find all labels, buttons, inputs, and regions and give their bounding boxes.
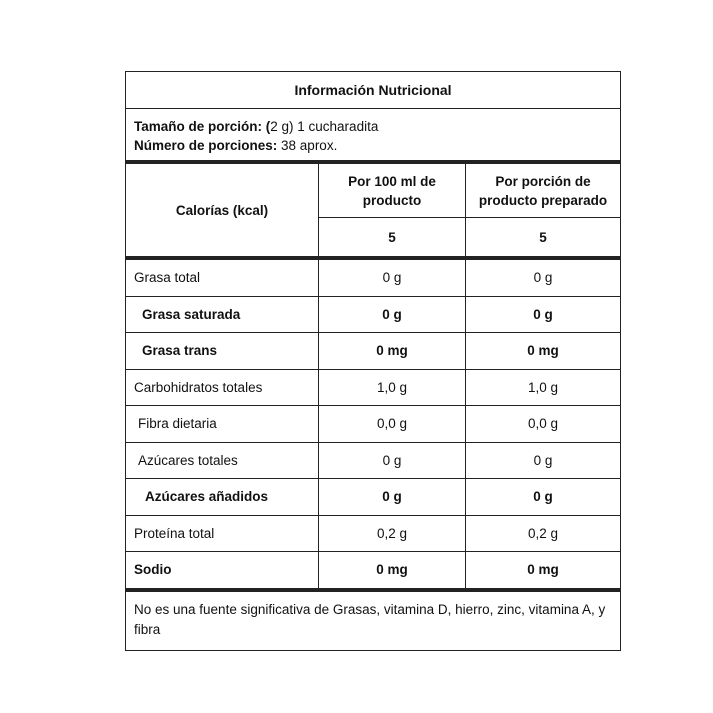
nutrient-value-per-portion: 0,2 g: [527, 525, 559, 541]
nutrient-value-per-portion: 0 mg: [527, 562, 559, 578]
serving-size-label: Tamaño de porción:: [134, 119, 263, 134]
portions-line: [134, 136, 612, 155]
table-row: [126, 333, 620, 370]
table-header: [126, 164, 620, 260]
serving-size-paren: (: [262, 119, 271, 134]
table-row: [126, 370, 620, 407]
table-row: [126, 297, 620, 334]
nutrition-facts-panel: [125, 71, 621, 651]
portions-value: 38 aprox.: [277, 138, 338, 153]
nutrient-value-per-100ml: 0 g: [319, 479, 466, 515]
nutrient-name: Grasa total: [126, 260, 319, 296]
table-row: [126, 516, 620, 553]
nutrient-value-per-100ml: 0 g: [319, 443, 466, 479]
nutrient-value-per-100ml: 1,0 g: [319, 370, 466, 406]
nutrient-value-per-100ml: 0,0 g: [319, 406, 466, 442]
serving-size-value: 2 g) 1 cucharadita: [270, 119, 379, 134]
footnote: No es una fuente significativa de Grasas, vitamina D, hierro, zinc, vitamina A, y fibra: [134, 601, 606, 637]
nutrient-name: Sodio: [126, 552, 319, 588]
nutrient-value-per-portion: 0 g: [533, 306, 553, 322]
column-per-portion-label: Por porción de producto preparado: [466, 164, 620, 218]
nutrient-name: Grasa trans: [126, 333, 319, 369]
calories-per-100ml: 5: [388, 229, 396, 245]
nutrient-value-per-portion: 0 g: [533, 270, 553, 286]
nutrient-name: Azúcares añadidos: [126, 479, 319, 515]
table-row: [126, 552, 620, 592]
nutrient-value-per-100ml: 0 g: [319, 297, 466, 333]
nutrient-name: Fibra dietaria: [126, 406, 319, 442]
portions-label: Número de porciones:: [134, 138, 278, 153]
calories-label: Calorías (kcal): [126, 164, 319, 256]
table-row: [126, 406, 620, 443]
serving-size-line: [134, 117, 612, 136]
nutrient-value-per-100ml: 0 g: [319, 260, 466, 296]
table-row: [126, 479, 620, 516]
column-per-100ml: [319, 164, 466, 256]
column-per-portion: [466, 164, 620, 256]
nutrient-name: Carbohidratos totales: [126, 370, 319, 406]
nutrient-value-per-portion: 0 g: [533, 489, 553, 505]
calories-per-portion: 5: [539, 229, 547, 245]
column-per-100ml-label: Por 100 ml de producto: [319, 164, 465, 218]
nutrient-value-per-100ml: 0,2 g: [319, 516, 466, 552]
nutrient-name: Azúcares totales: [126, 443, 319, 479]
nutrient-value-per-100ml: 0 mg: [319, 552, 466, 588]
nutrient-value-per-portion: 0,0 g: [527, 416, 559, 432]
nutrient-name: Proteína total: [126, 516, 319, 552]
panel-title: Información Nutricional: [126, 72, 620, 109]
nutrient-value-per-100ml: 0 mg: [319, 333, 466, 369]
nutrient-value-per-portion: 0 mg: [527, 343, 559, 359]
nutrient-value-per-portion: 0 g: [533, 452, 553, 468]
nutrient-name: Grasa saturada: [126, 297, 319, 333]
nutrient-value-per-portion: 1,0 g: [527, 379, 559, 395]
serving-info: [126, 109, 620, 164]
table-row: [126, 260, 620, 297]
table-row: [126, 443, 620, 480]
